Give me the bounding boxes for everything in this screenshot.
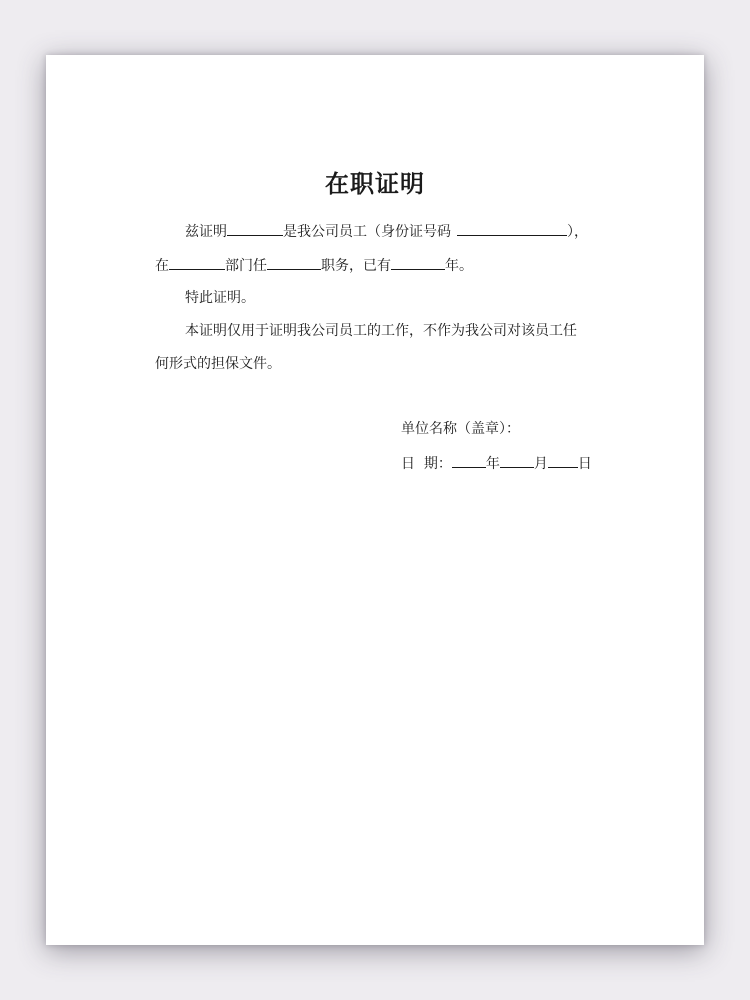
department-blank[interactable] [169, 255, 225, 270]
certify-line [185, 221, 588, 242]
years-suffix: 年。 [445, 258, 473, 274]
year-blank[interactable] [452, 453, 486, 468]
department-prefix: 在 [155, 258, 169, 274]
department-line [155, 255, 473, 276]
position-label: 职务，已有 [321, 258, 391, 274]
disclaimer-line-1: 本证明仅用于证明我公司员工的工作，不作为我公司对该员工任 [185, 323, 577, 339]
certify-middle: 是我公司员工（身份证号码 [283, 224, 451, 240]
id-number-blank[interactable] [457, 221, 567, 236]
certify-prefix: 兹证明 [185, 224, 227, 240]
position-blank[interactable] [267, 255, 321, 270]
department-label: 部门任 [225, 258, 267, 274]
disclaimer-line-2: 何形式的担保文件。 [155, 356, 281, 372]
document-title: 在职证明 [325, 169, 425, 198]
year-label: 年 [485, 456, 500, 472]
day-blank[interactable] [548, 453, 578, 468]
day-label: 日 [577, 456, 592, 472]
month-blank[interactable] [500, 453, 534, 468]
years-blank[interactable] [391, 255, 445, 270]
hereby-line: 特此证明。 [185, 290, 255, 306]
month-label: 月 [533, 456, 548, 472]
certify-suffix: ）， [567, 224, 588, 240]
employee-name-blank[interactable] [227, 221, 283, 236]
date-line [401, 453, 592, 474]
date-label: 日 期： [401, 456, 452, 472]
company-name-label: 单位名称（盖章）： [401, 421, 520, 437]
